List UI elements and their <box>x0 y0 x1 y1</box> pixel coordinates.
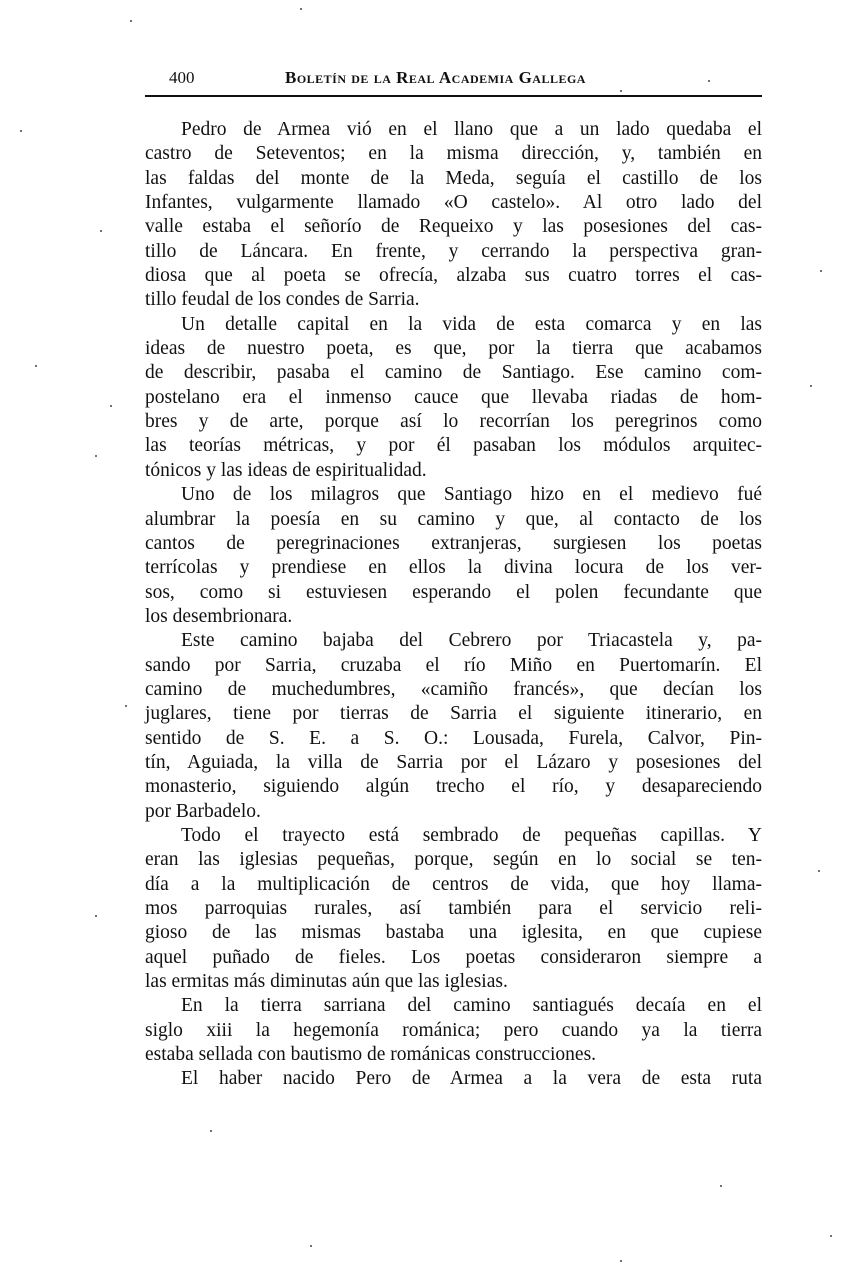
scan-speck <box>720 1185 722 1187</box>
page-number: 400 <box>169 68 195 87</box>
text-line: los desembrionara. <box>145 605 293 627</box>
text-line: bres y de arte, porque así lo recorrían los peregrinos como <box>145 411 762 433</box>
text-line: tillo de Láncara. En frente, y cerrando la perspectiva gran- <box>145 240 762 262</box>
scan-speck <box>110 405 112 407</box>
scan-speck <box>820 270 822 272</box>
text-line: Infantes, vulgarmente llamado «O castelo». Al otro lado del <box>145 192 762 214</box>
text-line: camino de muchedumbres, «camiño francés», que decían los <box>145 678 762 700</box>
scan-speck <box>95 915 97 917</box>
article-body <box>145 118 762 1092</box>
text-line: eran las iglesias pequeñas, porque, según en lo social se ten- <box>145 849 762 871</box>
scan-speck <box>210 1130 212 1132</box>
running-title: Boletín de la Real Academia Gallega <box>285 68 586 87</box>
text-line: tín, Aguiada, la villa de Sarria por el Lázaro y posesiones del <box>145 751 762 773</box>
text-line: diosa que al poeta se ofrecía, alzaba sus cuatro torres el cas- <box>145 265 762 287</box>
text-line: por Barbadelo. <box>145 800 261 822</box>
text-line: las faldas del monte de la Meda, seguía el castillo de los <box>145 167 762 189</box>
text-line: siglo xiii la hegemonía románica; pero cuando ya la tierra <box>145 1019 762 1041</box>
text-line: ideas de nuestro poeta, es que, por la tierra que acabamos <box>145 338 762 360</box>
text-line: Pedro de Armea vió en el llano que a un lado quedaba el <box>181 119 762 140</box>
header-rule <box>145 95 762 97</box>
text-line: postelano era el inmenso cauce que llevaba riadas de hom- <box>145 386 762 408</box>
paragraph <box>145 994 762 1067</box>
text-line: Todo el trayecto está sembrado de pequeñas capillas. Y <box>181 824 762 846</box>
text-line: monasterio, siguiendo algún trecho el río, y desapareciendo <box>145 776 762 798</box>
scan-speck <box>20 130 22 132</box>
paragraph <box>145 824 762 994</box>
text-line: estaba sellada con bautismo de románicas construcciones. <box>145 1044 597 1066</box>
paragraph <box>145 118 762 313</box>
scan-speck <box>830 1235 832 1237</box>
scan-speck <box>708 80 710 82</box>
text-line: aquel puñado de fieles. Los poetas consideraron siempre a <box>145 946 762 968</box>
text-line: Un detalle capital en la vida de esta comarca y en las <box>181 313 762 335</box>
running-header <box>145 64 762 94</box>
text-line: sentido de S. E. a S. O.: Lousada, Furela, Calvor, Pin- <box>145 727 762 749</box>
text-line: En la tierra sarriana del camino santiagués decaía en el <box>181 995 762 1017</box>
scan-speck <box>35 365 37 367</box>
text-line: las teorías métricas, y por él pasaban los módulos arquitec- <box>145 435 762 457</box>
scan-speck <box>95 455 97 457</box>
text-line: mos parroquias rurales, así también para el servicio reli- <box>145 898 762 919</box>
paragraph <box>145 483 762 629</box>
text-line: alumbrar la poesía en su camino y que, al contacto de los <box>145 508 762 530</box>
text-line: sos, como si estuviesen esperando el polen fecundante que <box>145 581 762 603</box>
text-line: sando por Sarria, cruzaba el río Miño en Puertomarín. El <box>145 654 762 676</box>
scan-speck <box>620 1260 622 1262</box>
text-line: castro de Seteventos; en la misma dirección, y, también en <box>145 143 762 165</box>
text-line: las ermitas más diminutas aún que las iglesias. <box>145 971 508 993</box>
text-line: valle estaba el señorío de Requeixo y las posesiones del cas- <box>145 216 762 238</box>
scan-speck <box>810 385 812 387</box>
text-line: Uno de los milagros que Santiago hizo en el medievo fué <box>181 484 762 506</box>
text-line: gioso de las mismas bastaba una iglesita, en que cupiese <box>145 922 762 944</box>
scan-speck <box>300 8 302 10</box>
scan-speck <box>818 870 820 872</box>
text-line: de describir, pasaba el camino de Santiago. Ese camino com- <box>145 362 762 384</box>
paragraph <box>145 1067 762 1091</box>
paragraph <box>145 313 762 483</box>
text-line: tillo feudal de los condes de Sarria. <box>145 289 420 311</box>
text-line: terrícolas y prendiese en ellos la divina locura de los ver- <box>145 557 762 579</box>
scan-speck <box>125 705 127 707</box>
scan-speck <box>130 20 132 22</box>
text-line: juglares, tiene por tierras de Sarria el siguiente itinerario, en <box>145 703 762 725</box>
text-line: día a la multiplicación de centros de vida, que hoy llama- <box>145 873 762 895</box>
scan-speck <box>310 1245 312 1247</box>
paragraph <box>145 629 762 824</box>
text-line: Este camino bajaba del Cebrero por Triacastela y, pa- <box>181 630 762 652</box>
scan-speck <box>620 90 622 92</box>
scan-speck <box>100 230 102 232</box>
text-line: tónicos y las ideas de espiritualidad. <box>145 459 427 481</box>
text-line: cantos de peregrinaciones extranjeras, surgiesen los poetas <box>145 532 762 554</box>
text-line: El haber nacido Pero de Armea a la vera de esta ruta <box>181 1068 762 1090</box>
